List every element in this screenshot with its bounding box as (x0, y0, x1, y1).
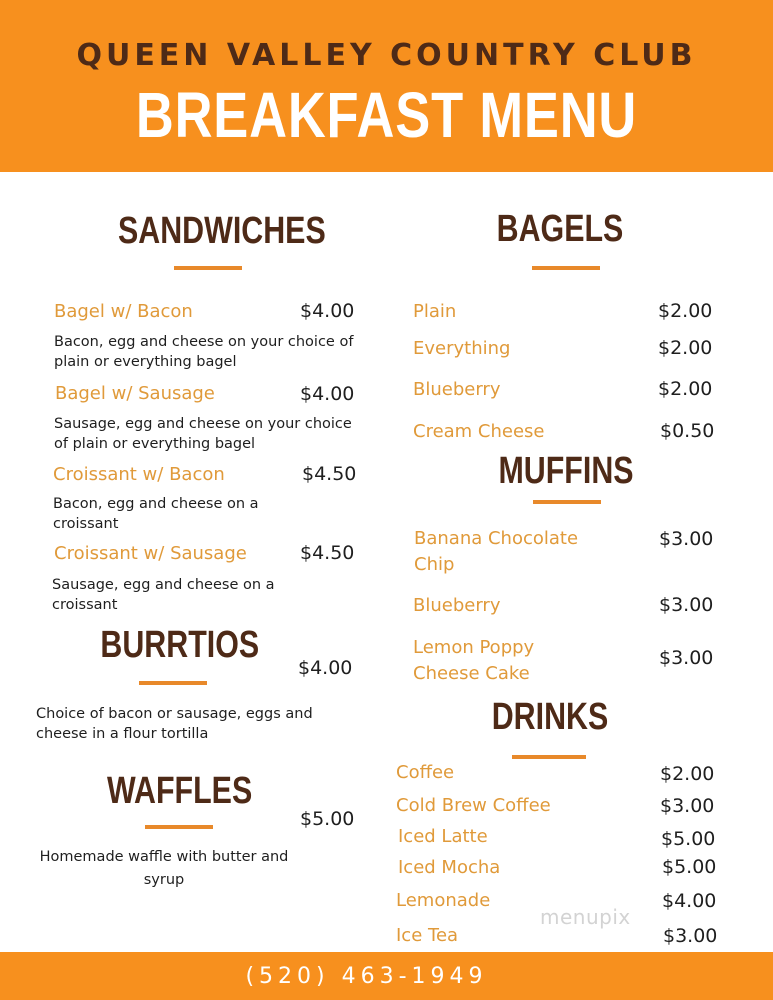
section-title-burritos: BURRTIOS (100, 624, 260, 666)
bagels-underline (532, 266, 600, 270)
burritos-price: $4.00 (298, 657, 353, 679)
section-title-drinks: DRINKS (491, 696, 609, 738)
muffins-underline (533, 500, 601, 504)
item-price: $2.00 (658, 300, 713, 322)
item-description: Sausage, egg and cheese on a croissant (52, 577, 275, 613)
sandwiches-underline (174, 266, 242, 270)
item-price: $2.00 (660, 763, 715, 785)
item-price: $3.00 (660, 795, 715, 817)
item-price: $0.50 (660, 420, 715, 442)
drinks-underline (512, 755, 586, 759)
burritos-description: Choice of bacon or sausage, eggs and cheese in a flour tortilla (36, 706, 313, 742)
waffles-price: $5.00 (300, 808, 355, 830)
section-title-bagels: BAGELS (496, 208, 624, 250)
item-name: Plain (413, 301, 457, 322)
item-price: $4.00 (300, 383, 355, 405)
item-price: $4.50 (300, 542, 355, 564)
item-name: Bagel w/ Sausage (55, 383, 215, 404)
item-name: Croissant w/ Bacon (53, 464, 225, 485)
item-description: Bacon, egg and cheese on a croissant (53, 496, 259, 532)
item-name: Coffee (396, 762, 455, 783)
item-name: Iced Mocha (398, 857, 501, 878)
item-name: Bagel w/ Bacon (54, 301, 193, 322)
item-name: Ice Tea (396, 925, 459, 946)
burritos-underline (139, 681, 207, 685)
item-name: Lemonade (396, 890, 491, 911)
item-price: $3.00 (659, 528, 714, 550)
item-name: Everything (413, 338, 511, 359)
item-price: $3.00 (659, 594, 714, 616)
item-price: $4.00 (662, 890, 717, 912)
section-title-waffles: WAFFLES (107, 770, 253, 812)
waffles-description: Homemade waffle with butter and syrup (39, 849, 289, 888)
item-price: $3.00 (663, 925, 718, 947)
waffles-underline (145, 825, 213, 829)
item-description: Bacon, egg and cheese on your choice of plain or everything bagel (54, 334, 354, 370)
item-price: $3.00 (659, 647, 714, 669)
item-name: Cream Cheese (413, 421, 545, 442)
item-price: $2.00 (658, 337, 713, 359)
item-price: $2.00 (658, 378, 713, 400)
item-description: Sausage, egg and cheese on your choice of plain or everything bagel (54, 416, 352, 452)
item-name: Iced Latte (398, 826, 488, 847)
item-name: Blueberry (413, 595, 501, 616)
menu-title: BREAKFAST MENU (135, 79, 638, 151)
watermark-text: menupix (540, 905, 631, 929)
club-name: QUEEN VALLEY COUNTRY CLUB (76, 38, 697, 73)
section-title-muffins: MUFFINS (498, 450, 634, 492)
phone-number: (520) 463-1949 (245, 964, 488, 989)
item-name: Cold Brew Coffee (396, 795, 551, 816)
section-title-sandwiches: SANDWICHES (118, 210, 326, 252)
item-price: $4.00 (300, 300, 355, 322)
item-price: $5.00 (662, 856, 717, 878)
item-price: $4.50 (302, 463, 357, 485)
item-name: Blueberry (413, 379, 501, 400)
item-name: Banana Chocolate Chip (414, 528, 579, 575)
item-name: Croissant w/ Sausage (54, 543, 247, 564)
item-price: $5.00 (661, 828, 716, 850)
item-name: Lemon Poppy Cheese Cake (413, 637, 535, 684)
